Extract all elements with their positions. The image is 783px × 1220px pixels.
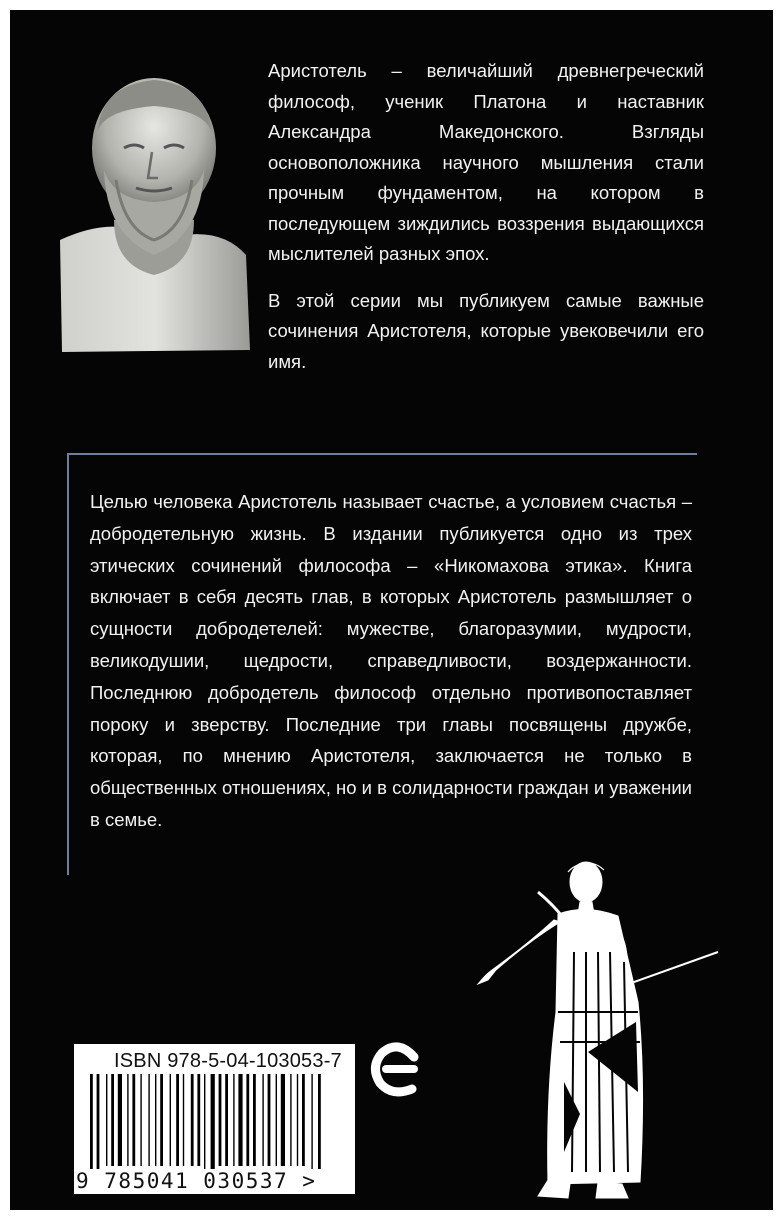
- barcode-bar: [253, 1074, 256, 1166]
- barcode-bar: [219, 1074, 222, 1166]
- intro-text: [268, 56, 704, 393]
- barcode-bar: [318, 1074, 321, 1174]
- barcode-bar: [90, 1074, 93, 1174]
- barcode-bar: [211, 1074, 215, 1174]
- barcode-bar: [238, 1074, 242, 1166]
- barcode-bar: [148, 1074, 149, 1166]
- barcode-bar: [170, 1074, 171, 1166]
- aristotle-bust-icon: [54, 70, 254, 355]
- barcode-bar: [127, 1074, 128, 1166]
- publisher-logo-icon: [368, 1035, 428, 1110]
- barcode-bar: [140, 1074, 141, 1166]
- barcode-bar: [118, 1074, 122, 1166]
- barcode-bar: [204, 1074, 205, 1174]
- barcode-bar: [183, 1074, 184, 1166]
- barcode-bar: [97, 1074, 100, 1174]
- barcode-bar: [197, 1074, 200, 1166]
- greek-archer-figure-icon: [468, 852, 728, 1204]
- intro-paragraph-2: В этой серии мы публикуем самые важные сочинения Аристотеля, которые увековечили его имя.: [268, 289, 704, 372]
- barcode-bar: [246, 1074, 249, 1166]
- barcode-bar: [191, 1074, 194, 1166]
- barcode-bar: [276, 1074, 277, 1166]
- barcode-bar: [302, 1074, 305, 1166]
- barcode-bar: [225, 1074, 228, 1166]
- barcode-bar: [268, 1074, 271, 1166]
- barcode-bar: [233, 1074, 234, 1166]
- intro-paragraph-1: Аристотель – величайший древнегреческий философ, ученик Платона и наставник Александра Македонского. Взгляды основоположника научного мышления стали прочным фундаментом, на котором в последующем зиждились воззрения выдающихся мыслителей разных эпох.: [268, 60, 704, 264]
- barcode-bar: [176, 1074, 179, 1166]
- barcode-bar: [160, 1074, 163, 1166]
- barcode-bar: [262, 1074, 263, 1166]
- barcode-bar: [111, 1074, 114, 1166]
- barcode-bar: [106, 1074, 107, 1166]
- book-back-cover: [10, 10, 773, 1210]
- description-text: [90, 486, 692, 836]
- barcode-bar: [132, 1074, 135, 1166]
- barcode-bar: [290, 1074, 291, 1166]
- isbn-label: ISBN 978-5-04-103053-7: [114, 1050, 342, 1072]
- barcode-bar: [297, 1074, 298, 1166]
- barcode-digits: 9 785041 030537 >: [76, 1169, 353, 1193]
- barcode-box: [74, 1044, 355, 1194]
- barcode-bar: [311, 1074, 312, 1174]
- barcode-bar: [281, 1074, 285, 1166]
- description-paragraph: Целью человека Аристотель называет счастье, а условием счастья – добродетельную жизнь. В издании публикуется одно из трех этических сочинений философа – «Никомахова этика». Книга включает в себя десять глав, в которых Аристотель размышляет о сущности добродетелей: мужестве, благоразумии, мудрости, великодушии, щедрости, справедливости, воздержанности. Последнюю добродетель философ отдельно противопоставляет пороку и зверству. Последние три главы посвящены дружбе, которая, по мнению Аристотеля, заключается не только в общественных отношениях, но и в солидарности граждан и уважении в семье.: [90, 491, 692, 830]
- barcode-bar: [155, 1074, 156, 1166]
